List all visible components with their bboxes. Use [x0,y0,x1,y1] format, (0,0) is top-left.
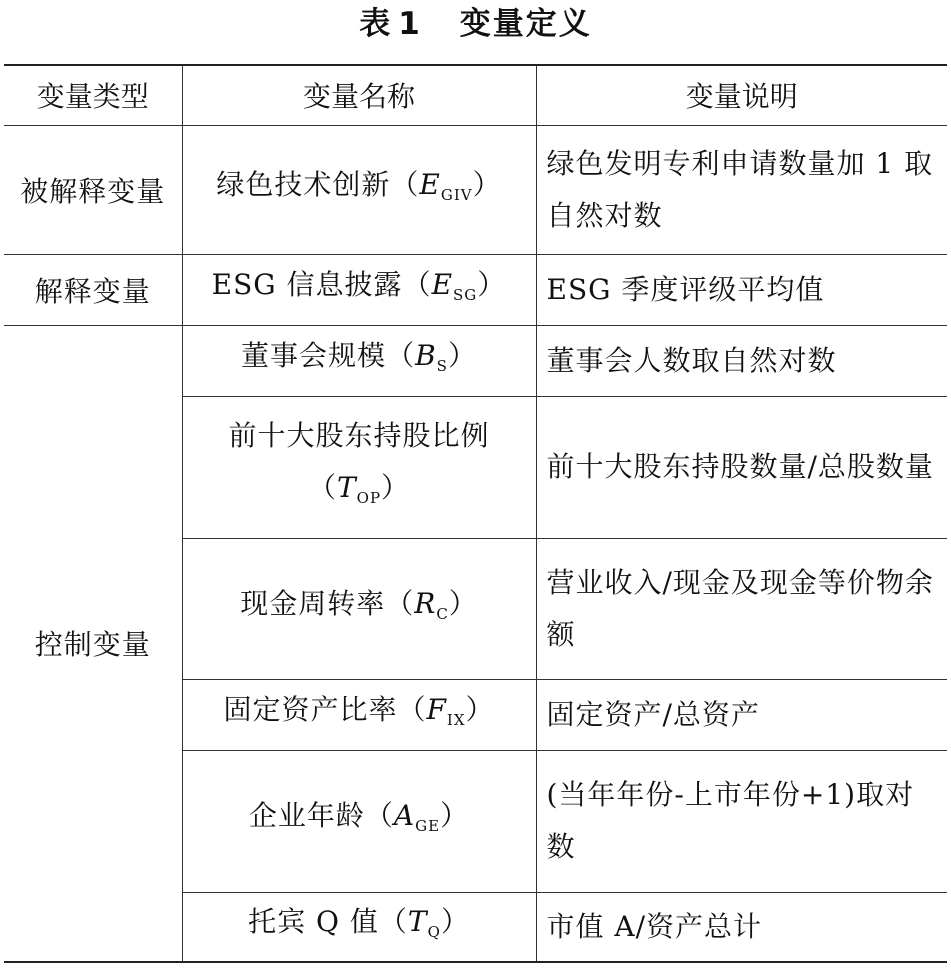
caption-label: 表 [359,6,393,42]
variable-type-cell: 控制变量 [4,325,182,962]
header-variable-name: 变量名称 [182,65,536,125]
variable-name-cell: 绿色技术创新$(E_{GIV})$ [182,125,536,254]
variable-subscript: GE [415,817,441,835]
variable-name-cell: 董事会规模$(B_S)$ [182,325,536,396]
variable-name-text: 固定资产比率 [223,692,398,726]
variable-description-cell: ESG 季度评级平均值 [536,254,947,325]
variable-subscript: SG [453,285,478,304]
table-row [4,125,947,254]
variable-description-cell: 营业收入/现金及现金等价物余额 [536,538,947,679]
table-row [4,254,947,325]
variable-subscript: Q [427,922,441,941]
variable-type-cell: 被解释变量 [4,125,182,254]
variable-name-cell: ESG 信息披露$(E_{SG})$ [182,254,536,325]
variable-subscript: C [436,604,449,623]
variable-description-cell: 市值 A/资产总计 [536,892,947,962]
table-header-row [4,65,947,125]
variable-symbol: A [393,799,416,832]
variable-name-cell: 现金周转率$(R_C)$ [182,538,536,679]
variable-symbol: R [414,586,437,620]
variable-description-cell: 绿色发明专利申请数量加 1 取自然对数 [536,125,947,254]
caption-title: 变量定义 [459,6,592,42]
variable-description-cell: 董事会人数取自然对数 [536,325,947,396]
variable-symbol: E [431,267,454,301]
variable-symbol: B [415,338,437,372]
caption-number: 1 [398,6,422,42]
variable-name-cell: 企业年龄$(A_{GE})$ [182,750,536,892]
table-row [4,325,947,396]
variable-name-text: 绿色技术创新 [216,167,391,201]
variable-definition-table [4,64,947,963]
variable-subscript: S [436,356,448,375]
variable-symbol: T [336,471,357,504]
variable-symbol: F [426,692,447,726]
variable-symbol: E [419,167,441,201]
variable-name-text: 前十大股东持股比例 [228,419,490,452]
variable-description-cell: 固定资产/总资产 [536,679,947,750]
variable-name-text: 现金周转率 [240,586,386,620]
variable-type-cell: 解释变量 [4,254,182,325]
header-variable-description: 变量说明 [536,65,947,125]
variable-name-text: 企业年龄 [248,799,365,832]
table-caption [0,4,951,44]
variable-description-cell: (当年年份-上市年份+1)取对数 [536,750,947,892]
variable-name-text: ESG 信息披露 [211,267,403,301]
variable-name-text: 董事会规模 [241,338,387,372]
variable-name-cell: 托宾 Q 值$(T_Q)$ [182,892,536,962]
variable-name-cell: 前十大股东持股比例 $(T_{OP})$ [182,396,536,538]
variable-name-text: 托宾 Q 值 [248,904,379,938]
variable-symbol: T [407,904,428,938]
variable-subscript: GIV [440,185,473,204]
variable-description-cell: 前十大股东持股数量/总股数量 [536,396,947,538]
variable-subscript: OP [356,489,382,507]
variable-name-cell: 固定资产比率$(F_{IX})$ [182,679,536,750]
variable-subscript: IX [446,710,466,729]
header-variable-type: 变量类型 [4,65,182,125]
